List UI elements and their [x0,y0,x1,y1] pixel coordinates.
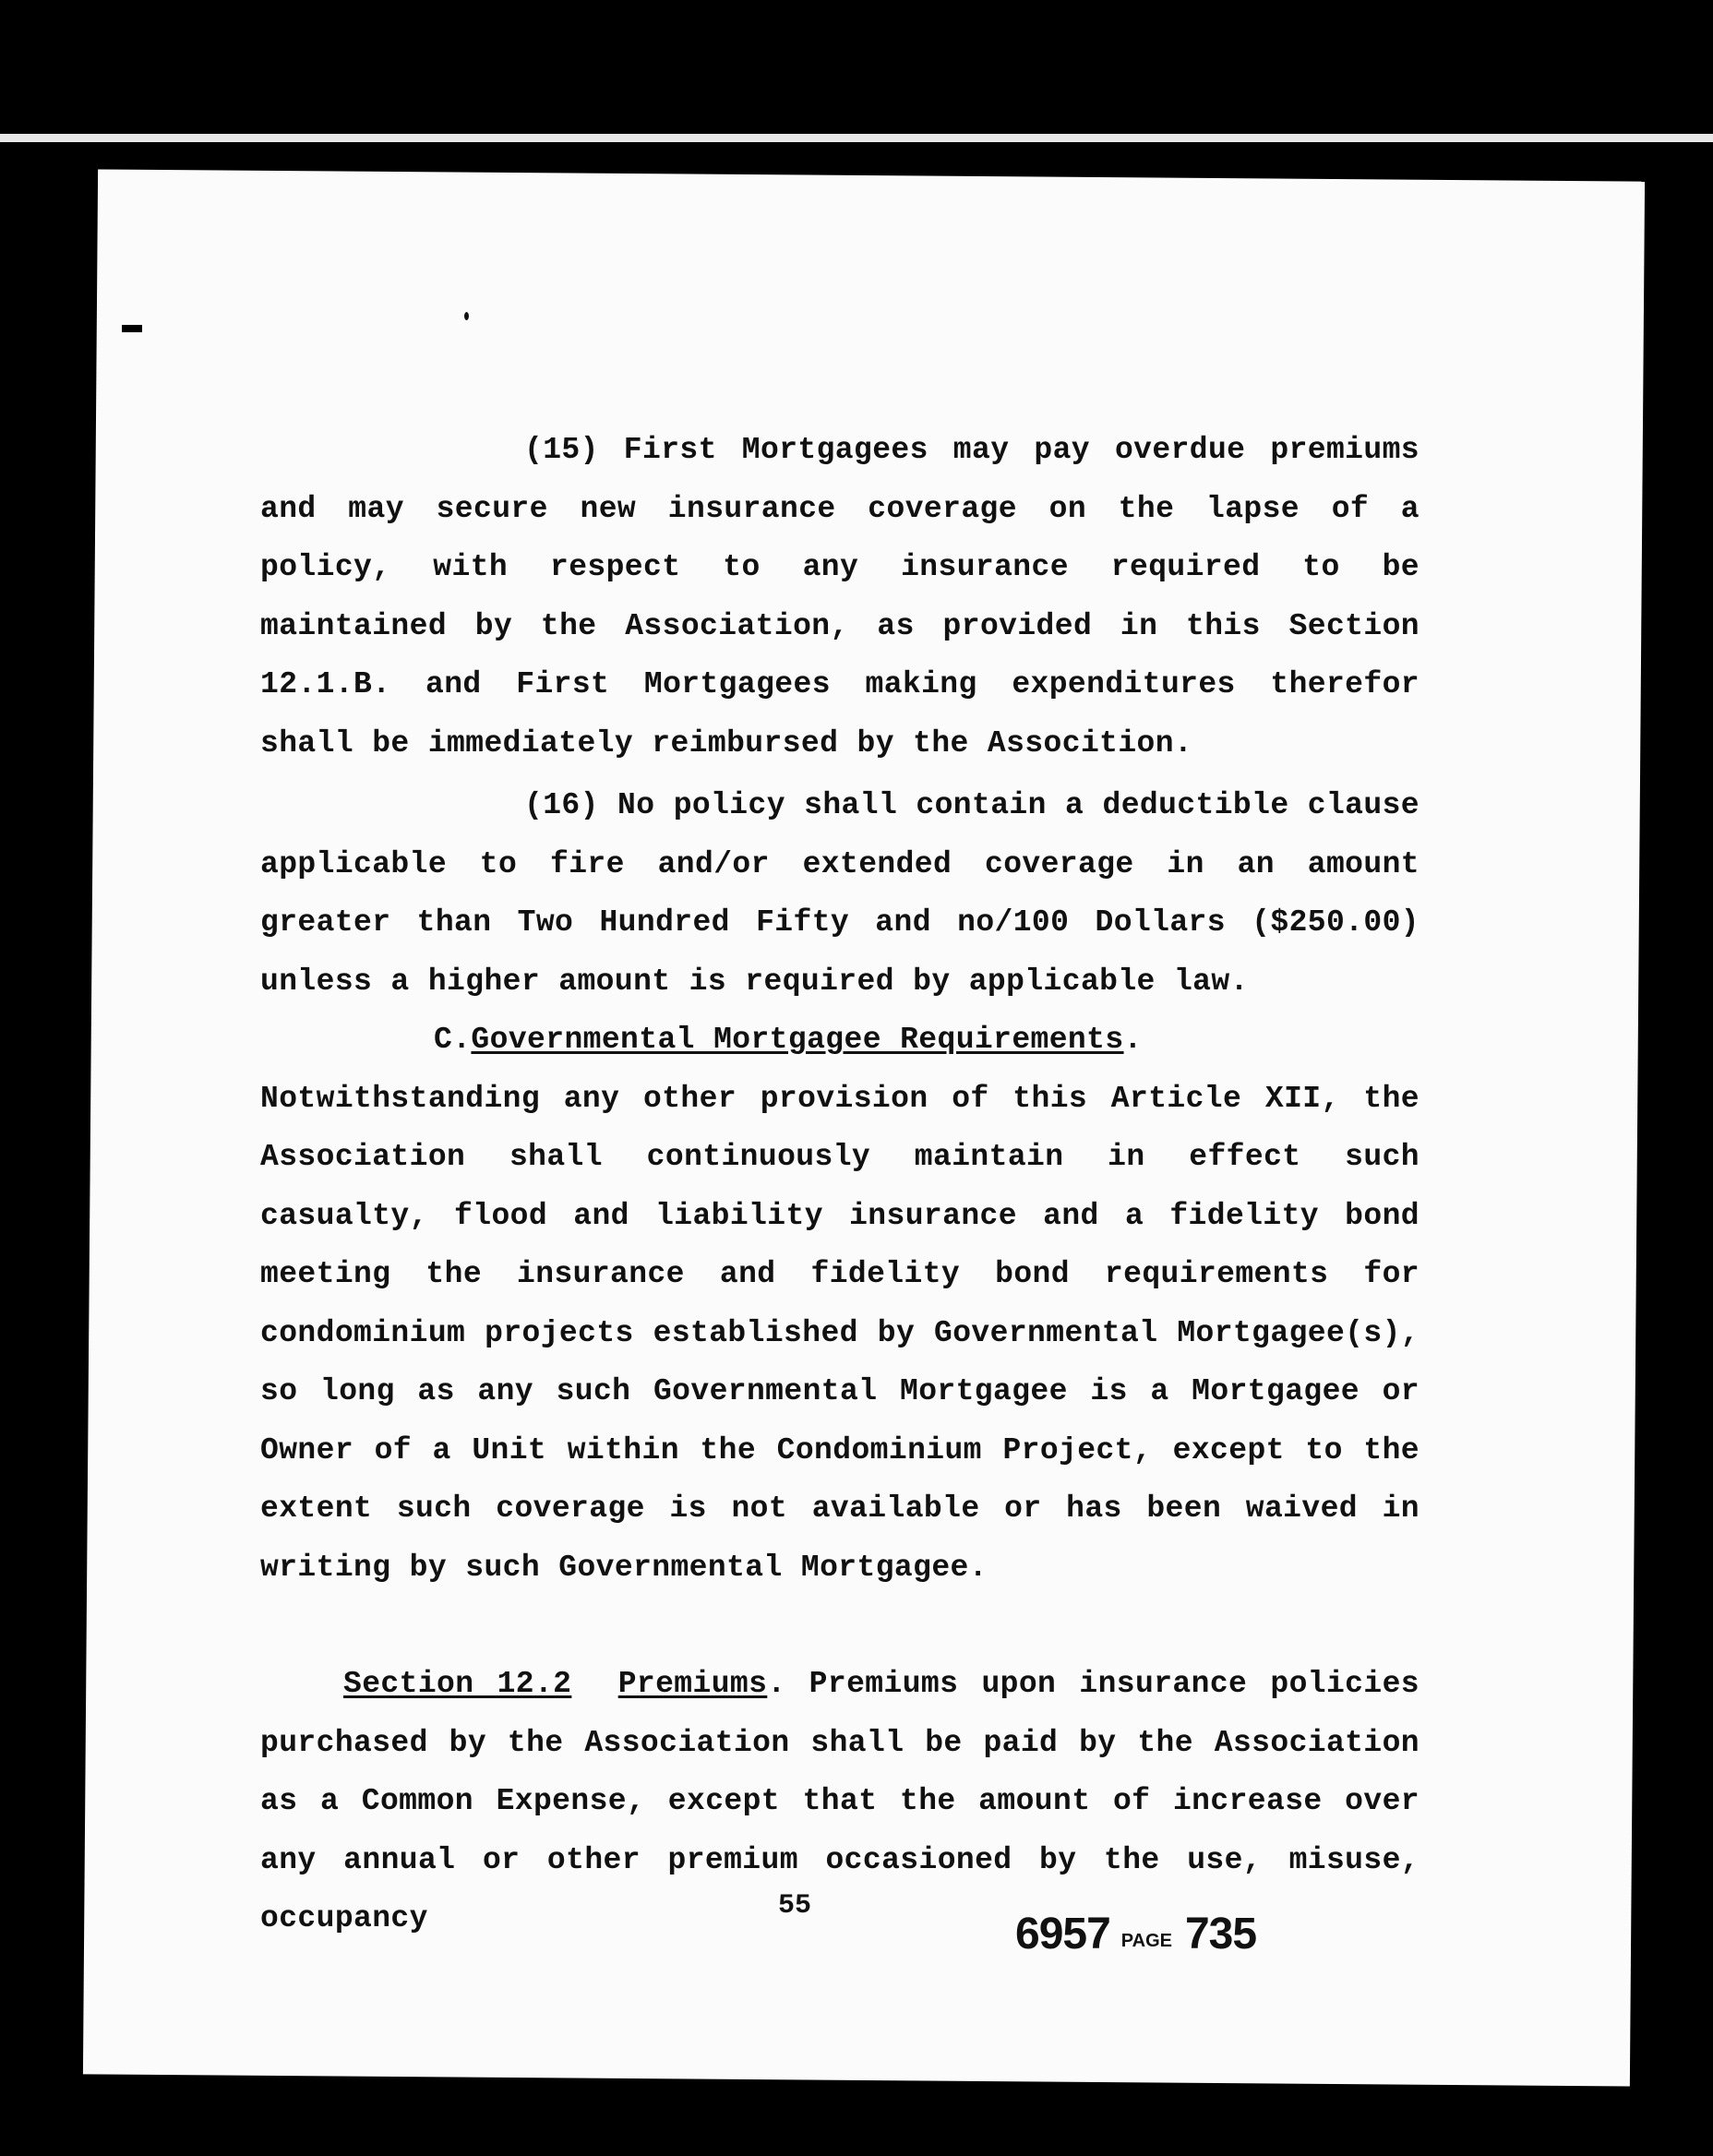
book-number: 6957 [1015,1910,1110,1958]
page-number: 55 [778,1890,812,1922]
page-label: PAGE [1120,1931,1172,1951]
section-12-2-title: Premiums [617,1667,768,1701]
paragraph-16: (16) No policy shall contain a deductible clause applicable to fire and/or extended coverage in an amount greater than Two Hundred Fifty and no/100 Dollars ($250.00) unless a higher amount is required by applicable law. [260,788,1420,999]
paragraph-15: (15) First Mortgagees may pay overdue premiums and may secure new insurance coverage on the lapse of a policy, with respect to any insurance required to be maintained by the Association, as provided in this Section 12.1.B. and First Mortgagees making expenditures therefor shall be immediately reimbursed by the Assocition. [260,433,1420,761]
stray-mark [464,312,469,320]
book-page: 735 [1184,1910,1257,1958]
section-12-2-paragraph [260,1655,1420,1948]
heading-governmental-mortgagee-requirements [260,1011,1420,1070]
document-body [260,421,1420,1948]
recording-stamp [1015,1909,1256,1959]
paragraph-c: Notwithstanding any other provision of this Article XII, the Association shall continuously maintain in effect such casualty, flood and liability insurance and a fidelity bond meeting the insurance and fidelity bond requirements for condominium projects established by Governmental Mortgagee(s), so long as any such Governmental Mortgagee is a Mortgagee or Owner of a Unit within the Condominium Project, except to the extent such coverage is not available or has been waived in writing by such Governmental Mortgagee. [260,1081,1420,1585]
top-edge-rule [0,134,1713,142]
left-margin-mark [122,325,142,332]
heading-c-label: C. [434,1023,472,1057]
heading-c-period: . [1123,1023,1143,1057]
section-12-2-body: . Premiums upon insurance policies purchased by the Association shall be paid by the Association as a Common Expense, except that the amount of increase over any annual or other premium occasioned by the use, misuse, occupancy [260,1667,1420,1935]
heading-c-title: Governmental Mortgagee Requirements [471,1023,1124,1057]
section-12-2-label: Section 12.2 [343,1667,572,1701]
